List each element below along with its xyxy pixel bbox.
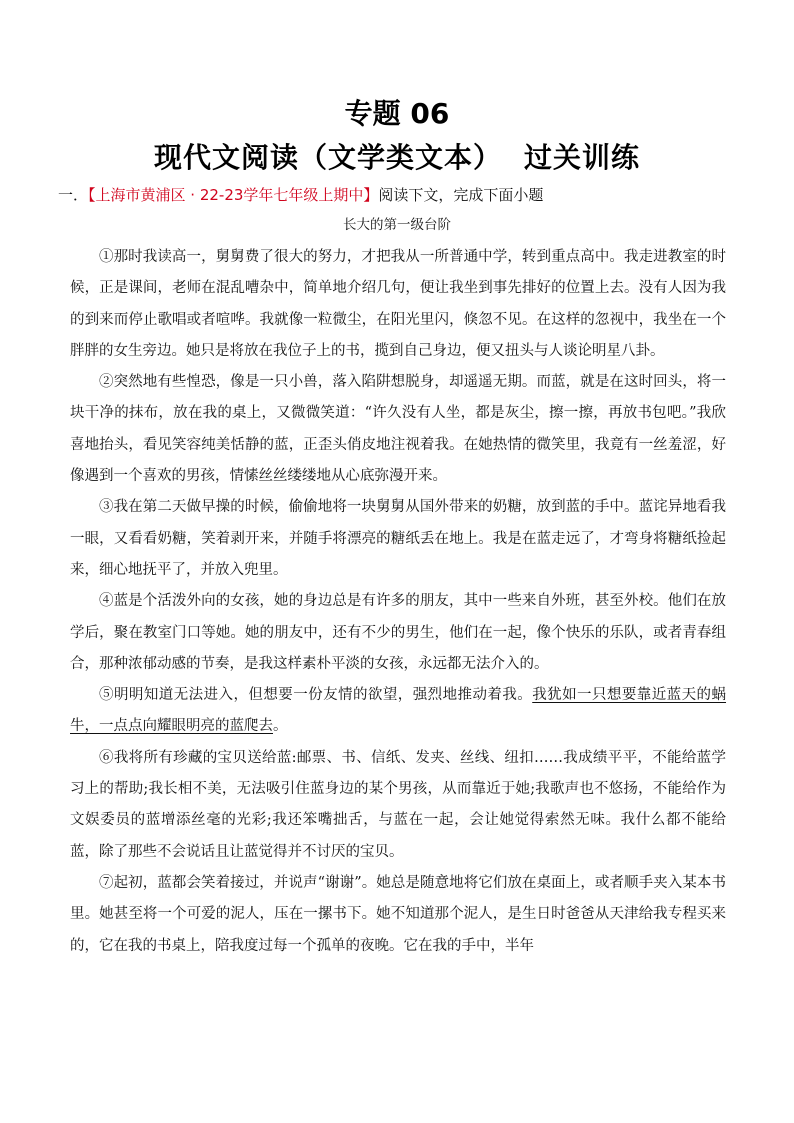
paragraph-2: ②突然地有些惶恐，像是一只小兽，落入陷阱想脱身，却遥遥无期。而蓝，就是在这时回头，将一块干净的抹布，放在我的桌上，又微微笑道：“许久没有人坐，都是灰尘，擦一擦，再放书包吧。”我欣喜地抬头，看见笑容纯美恬静的蓝，正歪头俏皮地注视着我。在她热情的微笑里，我竟有一丝羞涩，好像遇到一个喜欢的男孩，情愫丝丝缕缕地从心底弥漫开来。: [70, 374, 726, 485]
paragraph-5-end: 。: [273, 718, 288, 735]
subtitle-main: 现代文阅读（文学类文本）: [153, 141, 502, 174]
document-title: 专题 06: [344, 97, 450, 130]
subtitle-tail: 过关训练: [524, 141, 641, 174]
paragraph-4: ④蓝是个活泼外向的女孩，她的身边总是有许多的朋友，其中一些来自外班，甚至外校。他们在放学后，聚在教室门口等她。她的朋友中，还有不少的男生，他们在一起，像个快乐的乐队，或者青春组合，那种浓郁动感的节奏，是我这样素朴平淡的女孩，永远都无法介入的。: [70, 593, 726, 672]
question-number: 一．: [58, 186, 89, 204]
question-instruction: 阅读下文，完成下面小题: [378, 186, 544, 204]
underlined-sentence: 我犹如一只想要靠近蓝天的蜗牛，一点点向耀眼明亮的蓝爬去: [70, 687, 727, 735]
passage-title: 长大的第一级台阶: [343, 217, 451, 233]
document-subtitle: [0, 138, 794, 178]
paragraph-6: ⑥我将所有珍藏的宝贝送给蓝:邮票、书、信纸、发夹、丝线、纽扣……我成绩平平，不能给蓝学习上的帮助;我长相不美，无法吸引住蓝身边的某个男孩，从而靠近于她;我歌声也不悠扬，不能给作为文娱委员的蓝增添丝毫的光彩;我还笨嘴拙舌，与蓝在一起，会让她觉得索然无味。我什么都不能给蓝，除了那些不会说话且让蓝觉得并不讨厌的宝贝。: [70, 749, 726, 860]
question-header: [58, 182, 754, 208]
paragraph-1: ①那时我读高一，舅舅费了很大的努力，才把我从一所普通中学，转到重点高中。我走进教室的时候，正是课间，老师在混乱嘈杂中，简单地介绍几句，便让我坐到事先排好的位置上去。没有人因为我的到来而停止歌唱或者喧哗。我就像一粒微尘，在阳光里闪，倏忽不见。在这样的忽视中，我坐在一个胖胖的女生旁边。她只是将放在我位子上的书，揽到自己身边，便又扭头与人谈论明星八卦。: [70, 249, 726, 359]
paragraph-5: [70, 680, 726, 743]
passage-body: [70, 242, 726, 962]
question-source: 【上海市黄浦区 · 22-23学年七年级上期中】: [88, 186, 379, 204]
paragraph-3: ③我在第二天做早操的时候，偷偷地将一块舅舅从国外带来的奶糖，放到蓝的手中。蓝诧异地看我一眼，又看看奶糖，笑着剥开来，并随手将漂亮的糖纸丢在地上。我是在蓝走远了，才弯身将糖纸捡起来，细心地抚平了，并放入兜里。: [70, 499, 726, 578]
paragraph-7: ⑦起初，蓝都会笑着接过，并说声“谢谢”。她总是随意地将它们放在桌面上，或者顺手夹入某本书里。她甚至将一个可爱的泥人，压在一摞书下。她不知道那个泥人，是生日时爸爸从天津给我专程买来的，它在我的书桌上，陪我度过每一个孤单的夜晚。它在我的手中，半年: [70, 874, 726, 954]
paragraph-5-lead: ⑤明明知道无法进入，但想要一份友情的欲望，强烈地推动着我。: [99, 687, 533, 704]
